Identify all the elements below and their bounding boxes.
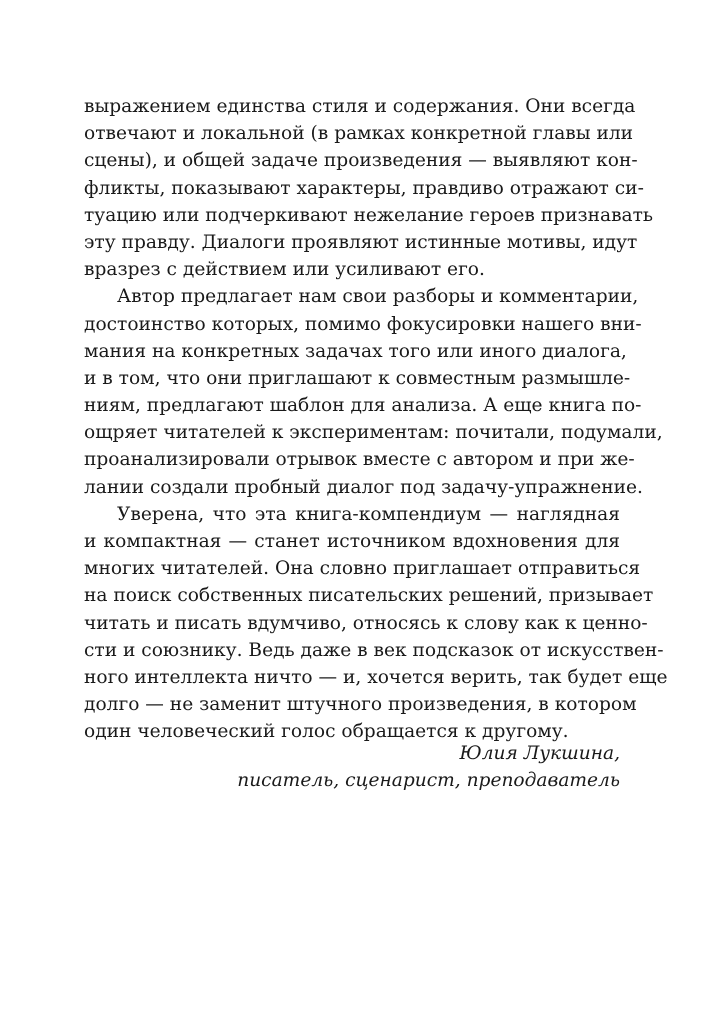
text-line: выражением единства стиля и содержания. Они всегда [84,96,636,117]
body-text [84,93,668,746]
text-line: лании создали пробный диалог под задачу-упражнение. [84,476,643,498]
paragraph-1 [84,93,654,283]
signature-role: писатель, сценарист, преподаватель [237,770,620,792]
text-line: читать и писать вдумчиво, относясь к слову как к ценно- [84,612,648,634]
text-line: ного интеллекта ничто — и, хочется верить, так будет еще [84,666,668,688]
text-line: на поиск собственных писательских решений, призывает [84,585,654,607]
text-line: один человеческий голос обращается к другому. [84,721,569,743]
text-line: и в том, что они приглашают к совместным размышле- [84,367,631,389]
text-line: ощряет читателей к экспериментам: почитали, подумали, [84,422,663,444]
text-line: сцены), и общей задаче произведения — выявляют кон- [84,150,638,172]
text-line: сти и союзнику. Ведь даже в век подсказок от искусствен- [84,639,664,661]
text-line: Уверена, что эта книга-компендиум — наглядная [117,503,620,525]
text-line: мания на конкретных задачах того или иного диалога, [84,340,627,362]
text-line: туацию или подчеркивают нежелание героев признавать [84,204,654,226]
signature-name: Юлия Лукшина, [459,743,620,764]
text-line: Автор предлагает нам свои разборы и комментарии, [117,286,639,308]
text-line: достоинство которых, помимо фокусировки нашего вни- [84,313,642,335]
text-line: ниям, предлагают шаблон для анализа. А еще книга по- [84,395,642,417]
signature [237,740,620,794]
text-line: вразрез с действием или усиливают его. [84,259,485,281]
text-line: фликты, показывают характеры, правдиво отражают си- [84,177,644,199]
text-line: отвечают и локальной (в рамках конкретной главы или [84,123,634,145]
text-line: многих читателей. Она словно приглашает отправиться [84,558,641,580]
paragraph-3 [84,501,668,746]
text-line: проанализировали отрывок вместе с автором и при же- [84,449,635,471]
paragraph-2 [84,283,663,501]
text-line: и компактная — станет источником вдохновения для [84,531,620,552]
text-line: долго — не заменит штучного произведения, в котором [84,694,637,716]
text-line: эту правду. Диалоги проявляют истинные мотивы, идут [84,231,638,253]
